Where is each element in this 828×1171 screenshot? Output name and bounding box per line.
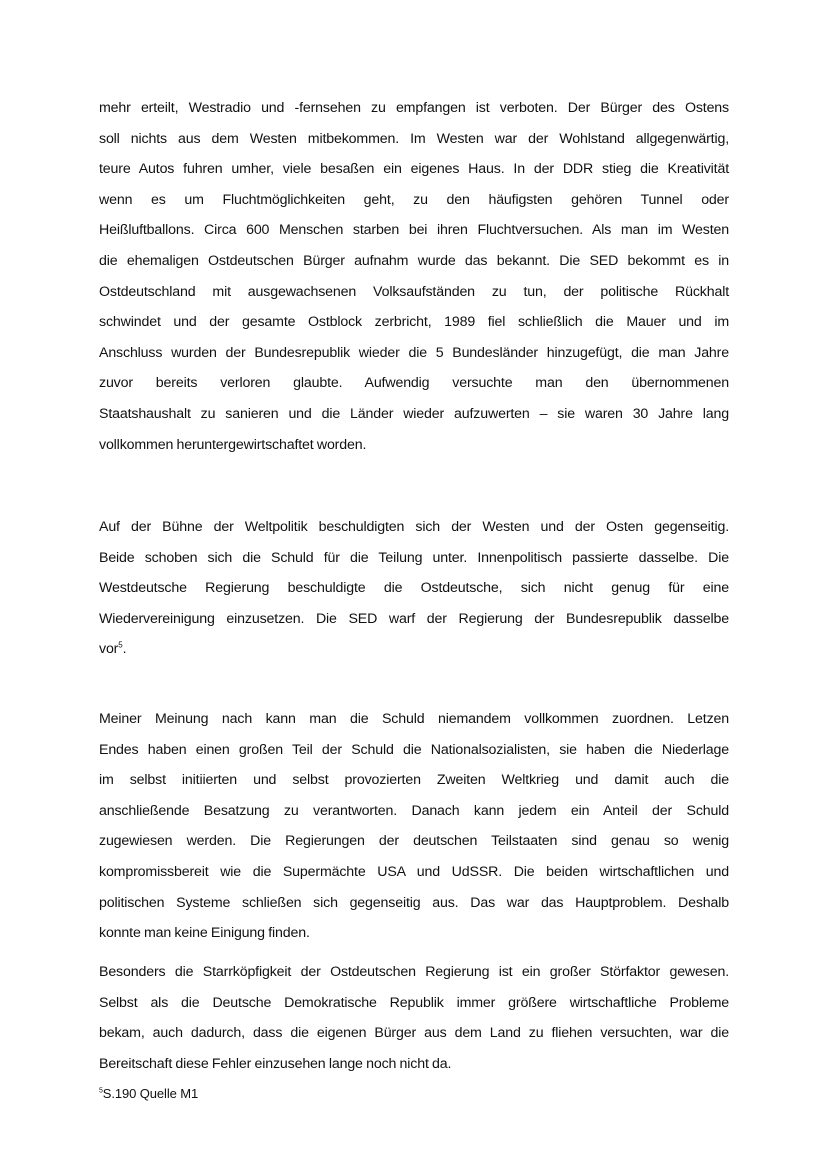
paragraph-2 bbox=[99, 512, 729, 665]
text-line: im selbst initiierten und selbst provozierten Zweiten Weltkrieg und damit auch die bbox=[99, 772, 729, 789]
footnote-reference[interactable]: 5 bbox=[118, 640, 123, 650]
text-line: Bereitschaft diese Fehler einzusehen lange noch nicht da. bbox=[99, 1055, 452, 1072]
text-line: anschließende Besatzung zu verantworten. Danach kann jedem ein Anteil der Schuld bbox=[99, 802, 729, 819]
text-line: vollkommen heruntergewirtschaftet worden. bbox=[99, 436, 367, 453]
text-line: kompromissbereit wie die Supermächte USA und UdSSR. Die beiden wirtschaftlichen und bbox=[99, 863, 729, 880]
text-line: bekam, auch dadurch, dass die eigenen Bürger aus dem Land zu fliehen versuchten, war die bbox=[99, 1025, 729, 1042]
text-line: Westdeutsche Regierung beschuldigte die Ostdeutsche, sich nicht genug für eine bbox=[99, 580, 729, 597]
text-fragment: vor bbox=[99, 641, 119, 658]
text-line: die ehemaligen Ostdeutschen Bürger aufnahm wurde das bekannt. Die SED bekommt es in bbox=[99, 252, 729, 269]
text-line: Beide schoben sich die Schuld für die Teilung unter. Innenpolitisch passierte dasselbe. Die bbox=[99, 549, 729, 566]
text-line: zugewiesen werden. Die Regierungen der deutschen Teilstaaten sind genau so wenig bbox=[99, 833, 729, 850]
text-line: zuvor bereits verloren glaubte. Aufwendig versuchte man den übernommenen bbox=[99, 375, 729, 392]
text-line: teure Autos fuhren umher, viele besaßen ein eigenes Haus. In der DDR stieg die Kreativität bbox=[99, 161, 729, 178]
text-line: Meiner Meinung nach kann man die Schuld niemandem vollkommen zuordnen. Letzen bbox=[99, 711, 729, 727]
footnote-number: 5 bbox=[99, 1087, 103, 1095]
text-line: wenn es um Fluchtmöglichkeiten geht, zu den häufigsten gehören Tunnel oder bbox=[99, 191, 729, 208]
text-line: Auf der Bühne der Weltpolitik beschuldigten sich der Westen und der Osten gegenseitig. bbox=[99, 519, 729, 535]
paragraph-1 bbox=[99, 93, 729, 460]
paragraph-4 bbox=[99, 957, 729, 1079]
text-line: konnte man keine Einigung finden. bbox=[99, 925, 310, 942]
text-line: Endes haben einen großen Teil der Schuld die Nationalsozialisten, sie haben die Niederlage bbox=[99, 741, 729, 758]
text-line: Selbst als die Deutsche Demokratische Republik immer größere wirtschaftliche Probleme bbox=[99, 994, 729, 1011]
text-line: mehr erteilt, Westradio und -fernsehen zu empfangen ist verboten. Der Bürger des Ostens bbox=[99, 100, 729, 116]
text-line: Besonders die Starrköpfigkeit der Ostdeutschen Regierung ist ein großer Störfaktor gewesen. bbox=[99, 964, 729, 980]
paragraph-3 bbox=[99, 704, 729, 949]
text-line-with-footnote bbox=[99, 634, 729, 665]
text-line: soll nichts aus dem Westen mitbekommen. Im Westen war der Wohlstand allgegenwärtig, bbox=[99, 130, 729, 147]
text-fragment: . bbox=[122, 641, 127, 658]
text-line: Wiedervereinigung einzusetzen. Die SED warf der Regierung der Bundesrepublik dasselbe bbox=[99, 610, 729, 627]
text-line: Staatshaushalt zu sanieren und die Länder wieder aufzuwerten – sie waren 30 Jahre lang bbox=[99, 405, 729, 422]
text-line: politischen Systeme schließen sich gegenseitig aus. Das war das Hauptproblem. Deshalb bbox=[99, 894, 729, 911]
text-line: schwindet und der gesamte Ostblock zerbricht, 1989 fiel schließlich die Mauer und im bbox=[99, 314, 729, 331]
footnote-text: S.190 Quelle M1 bbox=[102, 1086, 199, 1101]
text-line: Anschluss wurden der Bundesrepublik wieder die 5 Bundesländer hinzugefügt, die man Jahre bbox=[99, 344, 729, 361]
text-line: Ostdeutschland mit ausgewachsenen Volksaufständen zu tun, der politische Rückhalt bbox=[99, 283, 729, 300]
footnote bbox=[99, 1086, 198, 1102]
text-line: Heißluftballons. Circa 600 Menschen starben bei ihren Fluchtversuchen. Als man im Westen bbox=[99, 222, 729, 239]
